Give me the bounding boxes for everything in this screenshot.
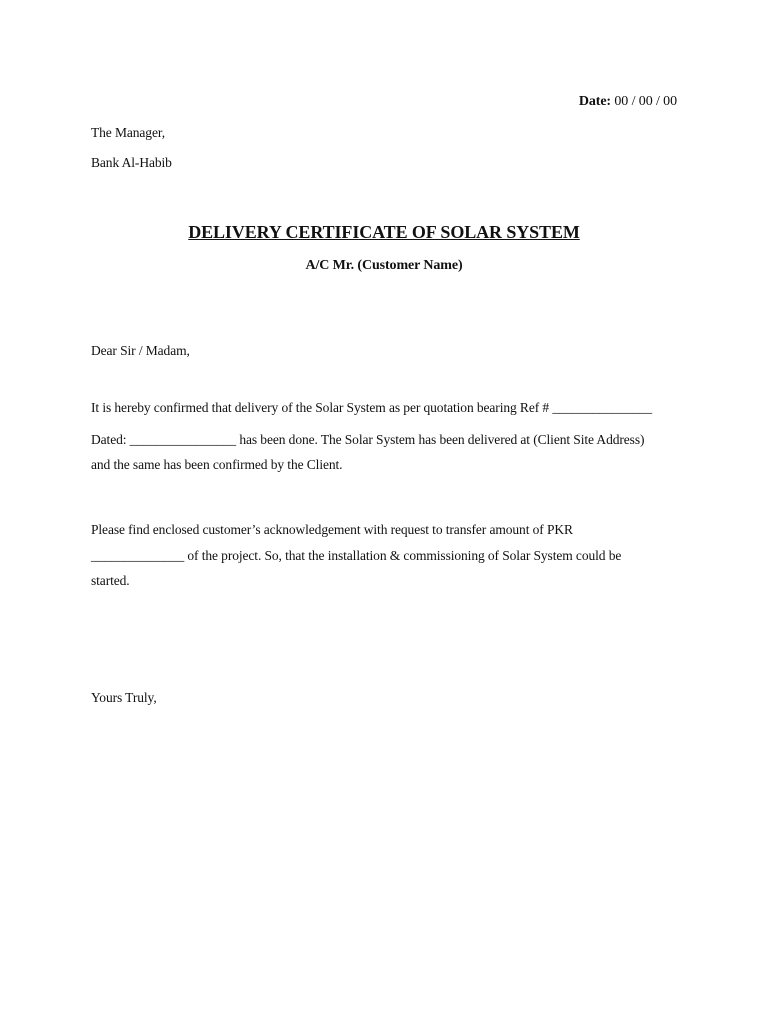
recipient-title: The Manager, xyxy=(91,125,165,140)
body-line-3: and the same has been confirmed by the Client. xyxy=(91,457,343,472)
salutation: Dear Sir / Madam, xyxy=(91,343,190,358)
date-label: Date: xyxy=(578,94,611,109)
body-line-5: ______________ of the project. So, that the installation & commissioning of Solar System could be xyxy=(91,548,622,563)
recipient-bank: Bank Al-Habib xyxy=(91,155,172,170)
body-line-2: Dated: ________________ has been done. The Solar System has been delivered at (Client Site Address) xyxy=(91,432,645,447)
document-title xyxy=(0,221,768,243)
body-line-4: Please find enclosed customer’s acknowledgement with request to transfer amount of PKR xyxy=(91,522,573,537)
account-subtitle: A/C Mr. (Customer Name) xyxy=(305,258,463,273)
body-line-6: started. xyxy=(91,573,130,588)
date-line xyxy=(579,93,677,111)
document-title-text: DELIVERY CERTIFICATE OF SOLAR SYSTEM xyxy=(188,222,580,242)
body-line-1: It is hereby confirmed that delivery of the Solar System as per quotation bearing Ref # _______________ xyxy=(91,400,653,415)
date-value: 00 / 00 / 00 xyxy=(614,94,677,109)
closing: Yours Truly, xyxy=(91,690,157,705)
